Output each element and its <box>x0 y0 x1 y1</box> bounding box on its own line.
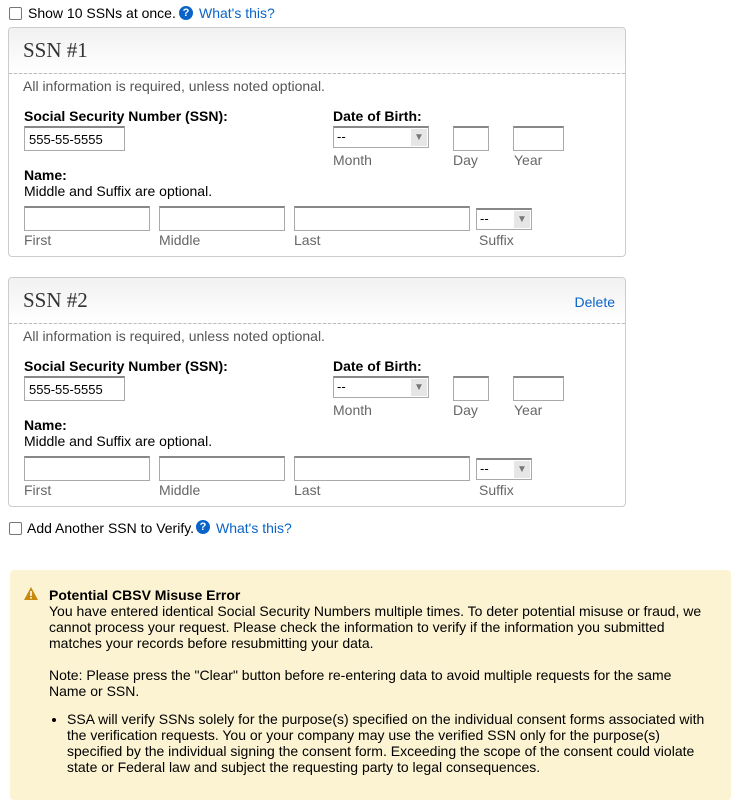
last-name-input[interactable] <box>294 206 470 231</box>
year-label: Year <box>514 152 543 168</box>
day-label: Day <box>453 402 478 418</box>
dob-label: Date of Birth: <box>333 358 422 374</box>
delete-link[interactable]: Delete <box>574 294 615 310</box>
chevron-down-icon: ▼ <box>411 129 427 146</box>
show-10-ssns-checkbox[interactable] <box>9 7 22 20</box>
suffix-value: -- <box>480 211 489 226</box>
show-10-ssns-label: Show 10 SSNs at once. <box>28 5 176 21</box>
add-another-ssn-label: Add Another SSN to Verify. <box>27 520 195 536</box>
ssn-label: Social Security Number (SSN): <box>24 108 228 124</box>
chevron-down-icon: ▼ <box>514 211 530 228</box>
suffix-label: Suffix <box>479 482 514 498</box>
ssn-input[interactable]: 555-55-5555 <box>24 126 125 151</box>
first-label: First <box>24 482 52 498</box>
month-label: Month <box>333 152 372 168</box>
panel-title: SSN #2 <box>23 288 88 312</box>
chevron-down-icon: ▼ <box>514 461 530 478</box>
alert-note: Note: Please press the "Clear" button before re-entering data to avoid multiple requests for the same Name or SSN. <box>49 667 672 699</box>
misuse-error-alert <box>10 570 731 800</box>
alert-message: You have entered identical Social Security Numbers multiple times. To deter potential misuse or fraud, we cannot process your request. Please check the information to verify if the information you submitted matches your records before resubmitting your data. <box>49 603 702 651</box>
month-select[interactable] <box>333 376 429 398</box>
suffix-select[interactable] <box>476 458 532 480</box>
year-input[interactable] <box>513 126 564 151</box>
whats-this-link[interactable]: What's this? <box>216 520 292 536</box>
last-label: Last <box>294 482 321 498</box>
year-label: Year <box>514 402 543 418</box>
ssn-panel <box>8 27 626 257</box>
ssn-input[interactable]: 555-55-5555 <box>24 376 125 401</box>
suffix-select[interactable] <box>476 208 532 230</box>
chevron-down-icon: ▼ <box>411 379 427 396</box>
first-name-input[interactable] <box>24 206 150 231</box>
add-another-ssn-checkbox[interactable] <box>9 522 22 535</box>
ssn-panel <box>8 277 626 507</box>
day-input[interactable] <box>453 126 489 151</box>
suffix-value: -- <box>480 461 489 476</box>
required-note: All information is required, unless noted optional. <box>23 78 325 94</box>
name-optional-note: Middle and Suffix are optional. <box>24 183 213 199</box>
middle-label: Middle <box>159 232 201 248</box>
last-name-input[interactable] <box>294 456 470 481</box>
year-input[interactable] <box>513 376 564 401</box>
dob-label: Date of Birth: <box>333 108 422 124</box>
middle-label: Middle <box>159 482 201 498</box>
first-label: First <box>24 232 52 248</box>
alert-title: Potential CBSV Misuse Error <box>49 587 241 603</box>
month-value: -- <box>337 379 346 394</box>
whats-this-link[interactable]: What's this? <box>199 5 275 21</box>
month-select[interactable] <box>333 126 429 148</box>
ssn-label: Social Security Number (SSN): <box>24 358 228 374</box>
question-circle-icon[interactable]: ? <box>179 6 193 20</box>
required-note: All information is required, unless noted optional. <box>23 328 325 344</box>
panel-header <box>9 28 625 74</box>
alert-bullet: • SSA will verify SSNs solely for the purpose(s) specified on the individual consent forms associated with the verification requests. You or your company may use the verified SSN only for the purpose(s) specified by the individual signing the consent form. Exceeding the scope of the consent could violate state or Federal law and subject the requesting party to legal consequences. <box>67 711 709 775</box>
middle-name-input[interactable] <box>159 456 285 481</box>
panel-header <box>9 278 625 324</box>
month-label: Month <box>333 402 372 418</box>
middle-name-input[interactable] <box>159 206 285 231</box>
warning-triangle-icon <box>24 587 38 600</box>
name-optional-note: Middle and Suffix are optional. <box>24 433 213 449</box>
last-label: Last <box>294 232 321 248</box>
day-label: Day <box>453 152 478 168</box>
panel-title: SSN #1 <box>23 38 88 62</box>
suffix-label: Suffix <box>479 232 514 248</box>
name-label: Name: <box>24 167 67 183</box>
name-label: Name: <box>24 417 67 433</box>
month-value: -- <box>337 129 346 144</box>
day-input[interactable] <box>453 376 489 401</box>
question-circle-icon[interactable]: ? <box>196 520 210 534</box>
first-name-input[interactable] <box>24 456 150 481</box>
